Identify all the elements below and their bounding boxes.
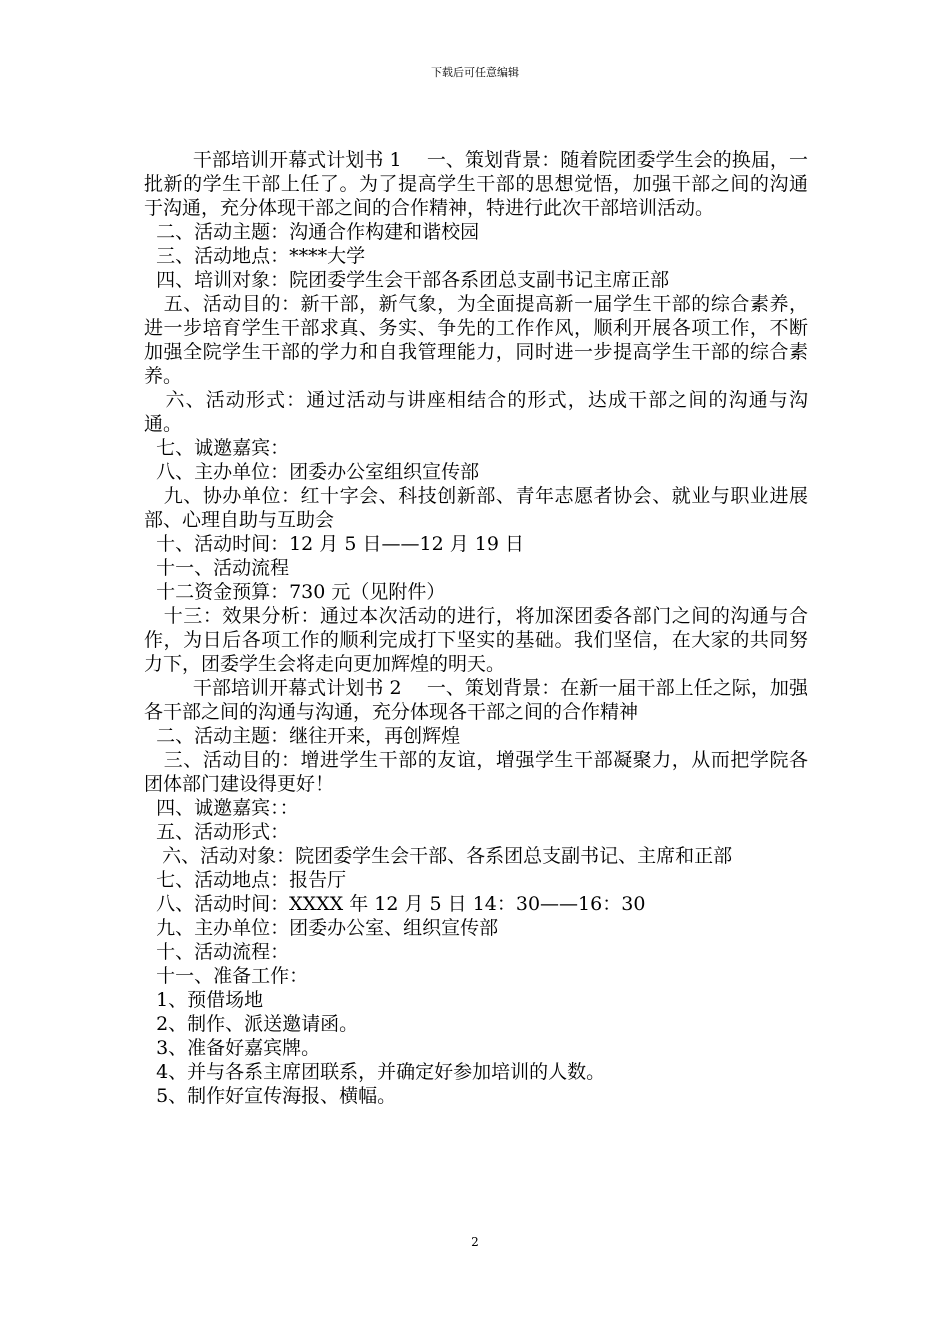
list-item-prep-1: 1、预借场地: [144, 989, 264, 1011]
paragraph-plan-1-background: 干部培训开幕式计划书 1 一、策划背景：随着院团委学生会的换届，一批新的学生干部上任了。为了提高学生干部的思想觉悟，加强干部之间的沟通于沟通，充分体现干部之间的合作精神，特进行此次干部培训活动。: [144, 149, 808, 219]
paragraph-preparation: 十一、准备工作：: [144, 965, 309, 987]
paragraph-effect-analysis: 十三：效果分析：通过本次活动的进行，将加深团委各部门之间的沟通与合作，为日后各项工作的顺利完成打下坚实的基础。我们坚信，在大家的共同努力下，团委学生会将走向更加辉煌的明天。: [144, 605, 808, 675]
list-item-prep-5: 5、制作好宣传海报、横幅。: [144, 1085, 397, 1107]
page-number: 2: [471, 1235, 479, 1249]
paragraph-format-2: 五、活动形式：: [144, 821, 290, 843]
paragraph-format: 六、活动形式：通过活动与讲座相结合的形式，达成干部之间的沟通与沟通。: [144, 389, 808, 435]
paragraph-theme: 二、活动主题：沟通合作构建和谐校园: [144, 221, 480, 243]
paragraph-organizer-2: 九、主办单位：团委办公室、组织宣传部: [144, 917, 499, 939]
paragraph-purpose-2: 三、活动目的：增进学生干部的友谊，增强学生干部凝聚力，从而把学院各团体部门建设得更好！: [144, 749, 808, 795]
document-body: [144, 148, 808, 1108]
paragraph-location-2: 七、活动地点：报告厅: [144, 869, 347, 891]
paragraph-co-organizers: 九、协办单位：红十字会、科技创新部、青年志愿者协会、就业与职业进展部、心理自助与互助会: [144, 485, 808, 531]
paragraph-time-2: 八、活动时间：XXXX 年 12 月 5 日 14：30——16：30: [144, 893, 646, 915]
paragraph-time: 十、活动时间：12 月 5 日——12 月 19 日: [144, 533, 524, 555]
list-item-prep-3: 3、准备好嘉宾牌。: [144, 1037, 321, 1059]
paragraph-budget: 十二资金预算：730 元（见附件）: [144, 581, 446, 603]
paragraph-theme-2: 二、活动主题：继往开来，再创辉煌: [144, 725, 461, 747]
paragraph-purpose: 五、活动目的：新干部，新气象，为全面提高新一届学生干部的综合素养，进一步培育学生干部求真、务实、争先的工作作风，顺利开展各项工作，不断加强全院学生干部的学力和自我管理能力，同时进一步提高学生干部的综合素养。: [144, 293, 808, 387]
list-item-prep-2: 2、制作、派送邀请函。: [144, 1013, 359, 1035]
paragraph-process: 十一、活动流程: [144, 557, 290, 579]
paragraph-guests: 七、诚邀嘉宾：: [144, 437, 290, 459]
paragraph-plan-2-background: 干部培训开幕式计划书 2 一、策划背景：在新一届干部上任之际，加强各干部之间的沟通与沟通，充分体现各干部之间的合作精神: [144, 677, 808, 723]
paragraph-participants-2: 六、活动对象：院团委学生会干部、各系团总支副书记、主席和正部: [144, 845, 733, 867]
list-item-prep-4: 4、并与各系主席团联系，并确定好参加培训的人数。: [144, 1061, 606, 1083]
paragraph-location: 三、活动地点：****大学: [144, 245, 366, 267]
paragraph-organizer: 八、主办单位：团委办公室组织宣传部: [144, 461, 480, 483]
page-header: 下载后可任意编辑: [431, 66, 519, 79]
paragraph-trainees: 四、培训对象：院团委学生会干部各系团总支副书记主席正部: [144, 269, 670, 291]
paragraph-process-2: 十、活动流程：: [144, 941, 290, 963]
paragraph-guests-2: 四、诚邀嘉宾：：: [144, 797, 299, 819]
